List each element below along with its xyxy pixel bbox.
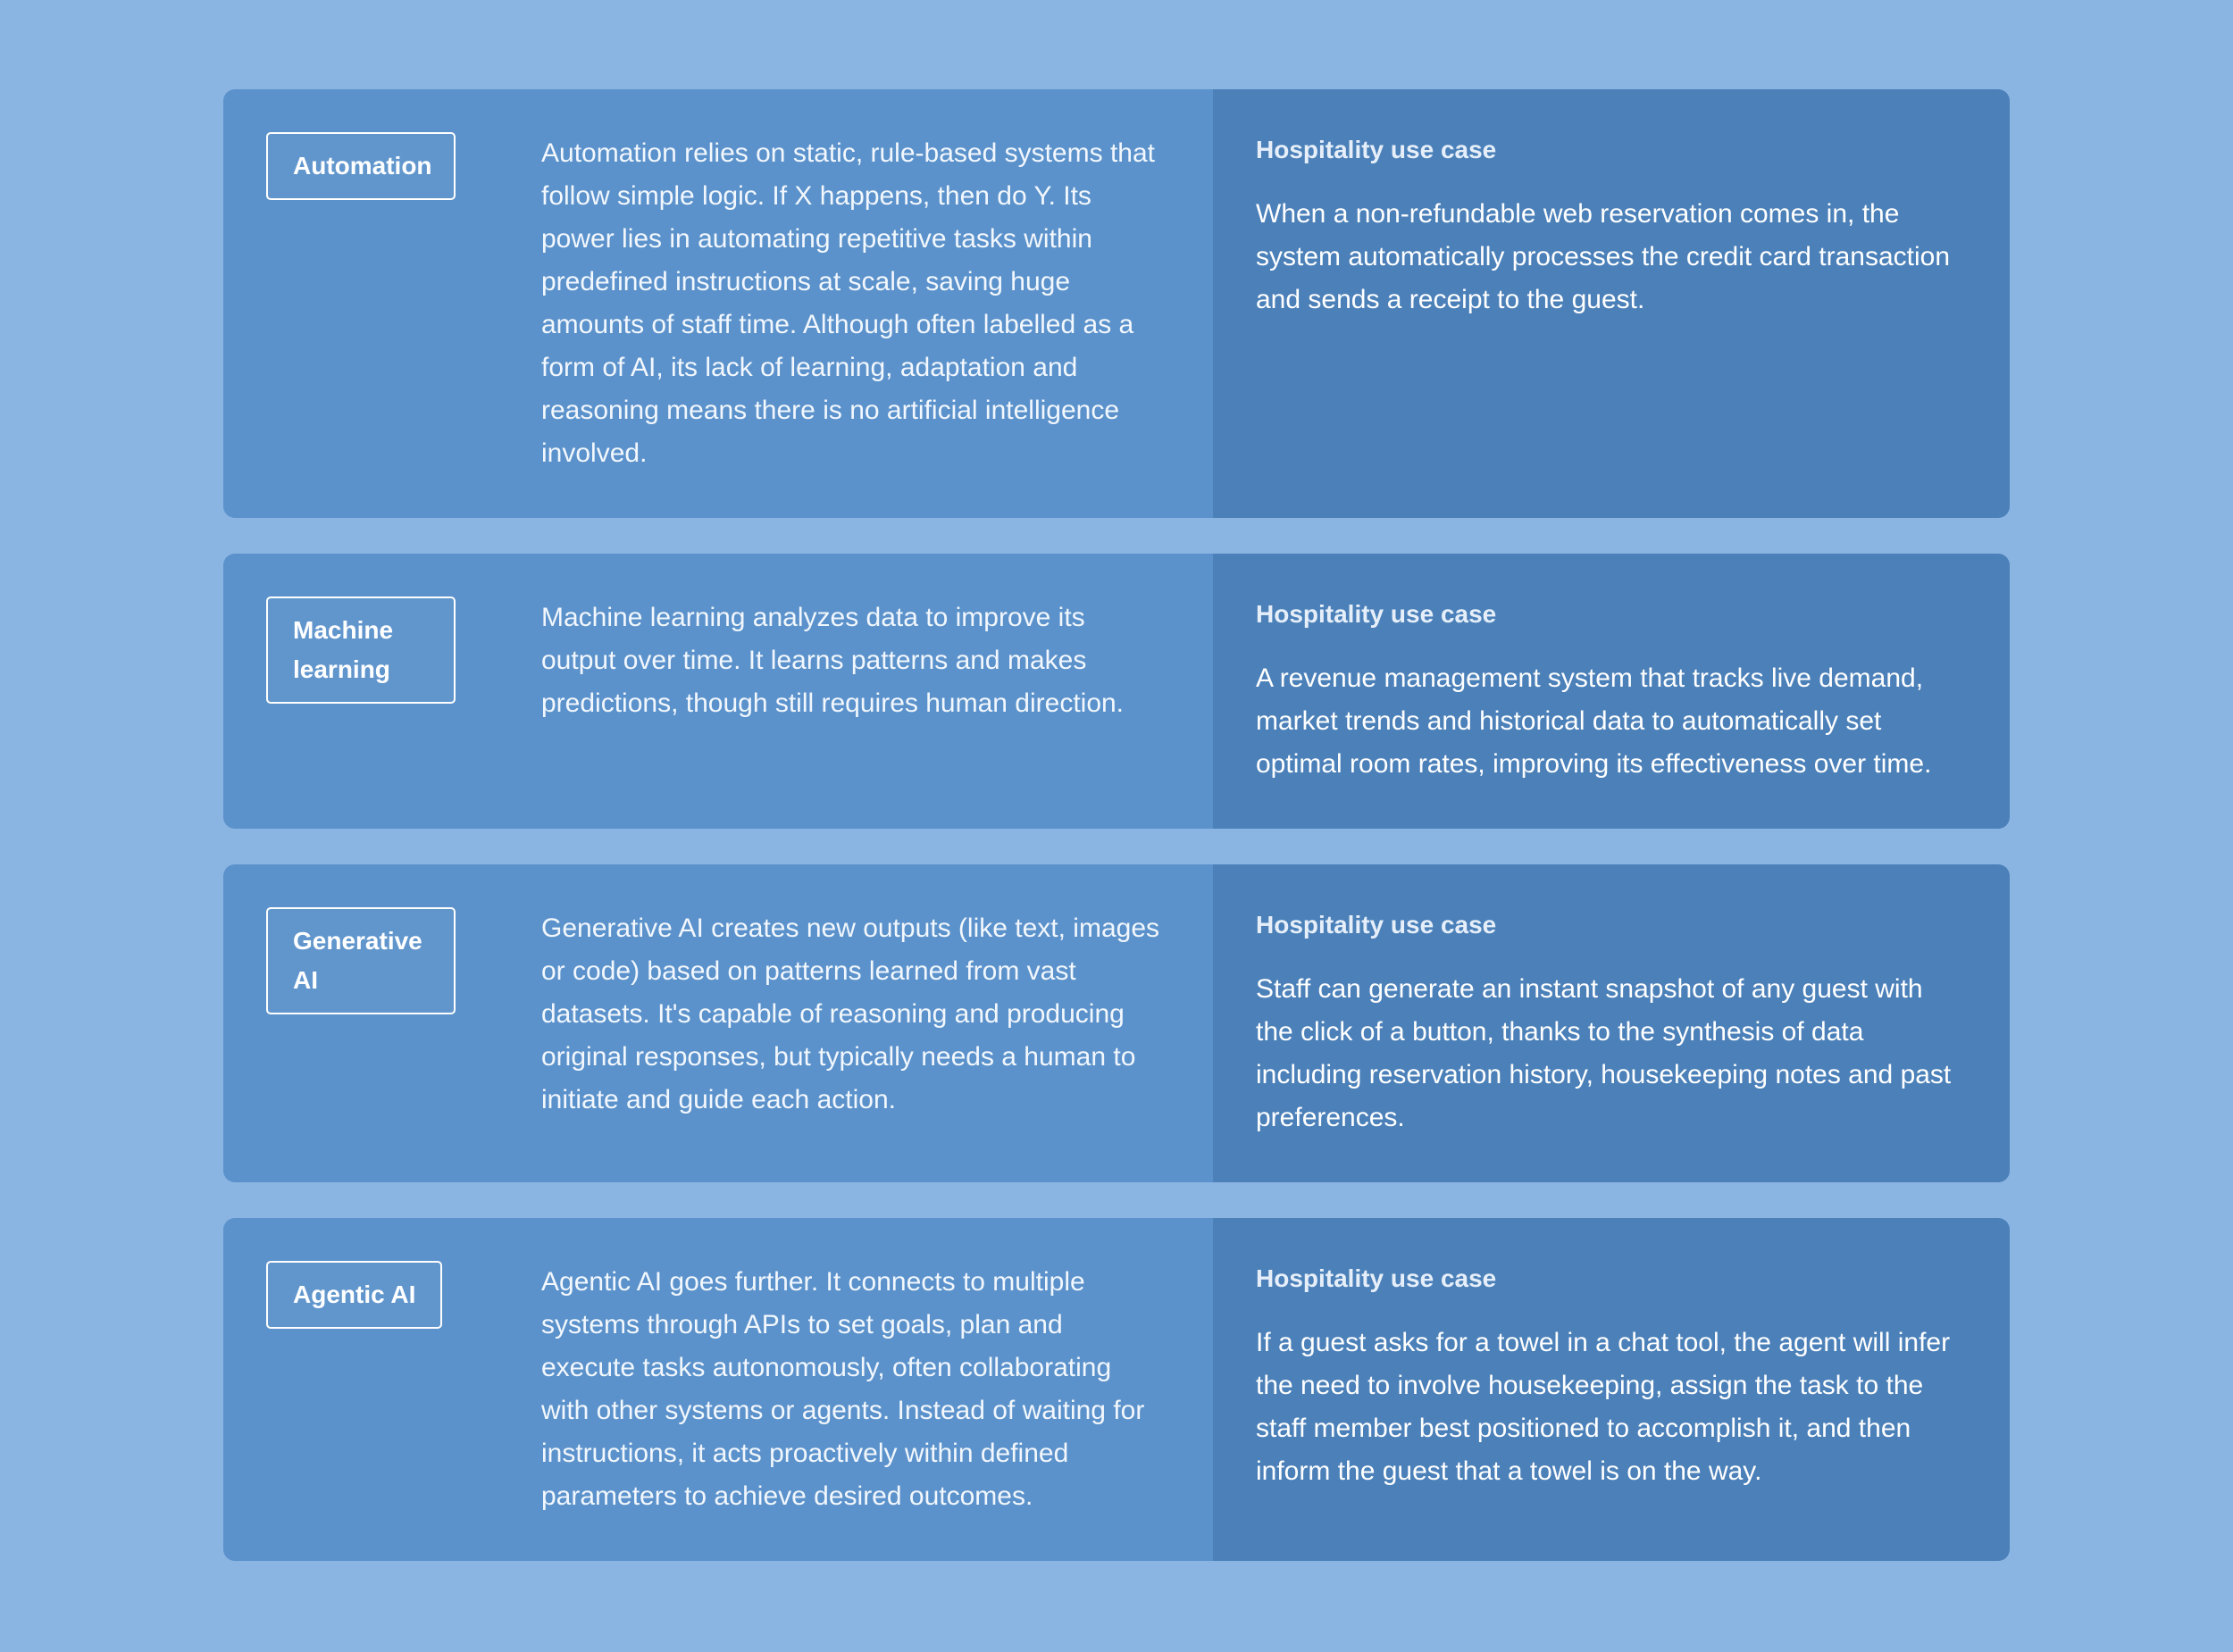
use-case-title: Hospitality use case [1256, 911, 1497, 939]
use-case-title: Hospitality use case [1256, 600, 1497, 628]
card-generative-ai [223, 864, 2010, 1182]
card-machine-learning [223, 554, 2010, 829]
description-generative-ai: Generative AI creates new outputs (like text, images or code) based on patterns learned from vast datasets. It's capable of reasoning and producing original responses, but typically needs a human to initiate and guide each action. [541, 914, 1160, 1114]
tag-agentic-ai: Agentic AI [266, 1261, 442, 1329]
card-definition-panel [223, 89, 1213, 518]
use-case-text: If a guest asks for a towel in a chat tool, the agent will infer the need to involve housekeeping, assign the task to the staff member best positioned to accomplish it, and then inform the guest that a towel is on the way. [1256, 1328, 1951, 1486]
tag-column [266, 1261, 541, 1518]
use-case-panel [1213, 554, 2010, 829]
card-definition-panel [223, 554, 1213, 829]
card-definition-panel [223, 864, 1213, 1182]
tag-column [266, 597, 541, 786]
use-case-text: When a non-refundable web reservation comes in, the system automatically processes the credit card transaction and sends a receipt to the guest. [1256, 199, 1950, 314]
use-case-text: A revenue management system that tracks live demand, market trends and historical data to automatically set optimal room rates, improving its effectiveness over time. [1256, 663, 1932, 779]
use-case-title: Hospitality use case [1256, 1264, 1497, 1292]
tag-generative-ai: Generative AI [266, 907, 456, 1014]
tag-machine-learning: Machine learning [266, 597, 456, 704]
card-agentic-ai [223, 1218, 2010, 1561]
description-machine-learning: Machine learning analyzes data to improve its output over time. It learns patterns and makes predictions, though still requires human direction. [541, 603, 1125, 718]
tag-column [266, 132, 541, 475]
use-case-panel [1213, 864, 2010, 1182]
card-automation [223, 89, 2010, 518]
card-definition-panel [223, 1218, 1213, 1561]
use-case-title: Hospitality use case [1256, 136, 1497, 163]
use-case-panel [1213, 89, 2010, 518]
tag-column [266, 907, 541, 1139]
use-case-text: Staff can generate an instant snapshot of any guest with the click of a button, thanks to the synthesis of data including reservation history, housekeeping notes and past preferences. [1256, 974, 1952, 1132]
ai-types-list [223, 89, 2010, 1597]
use-case-panel [1213, 1218, 2010, 1561]
tag-automation: Automation [266, 132, 456, 200]
description-automation: Automation relies on static, rule-based systems that follow simple logic. If X happens, then do Y. Its power lies in automating repetitive tasks within predefined instructions at scale, saving huge amounts of staff time. Although often labelled as a form of AI, its lack of learning, adaptation and reasoning means there is no artificial intelligence involved. [541, 138, 1155, 468]
description-agentic-ai: Agentic AI goes further. It connects to multiple systems through APIs to set goals, plan and execute tasks autonomously, often collaborating with other systems or agents. Instead of waiting for instructions, it acts proactively within defined parameters to achieve desired outcomes. [541, 1267, 1145, 1511]
